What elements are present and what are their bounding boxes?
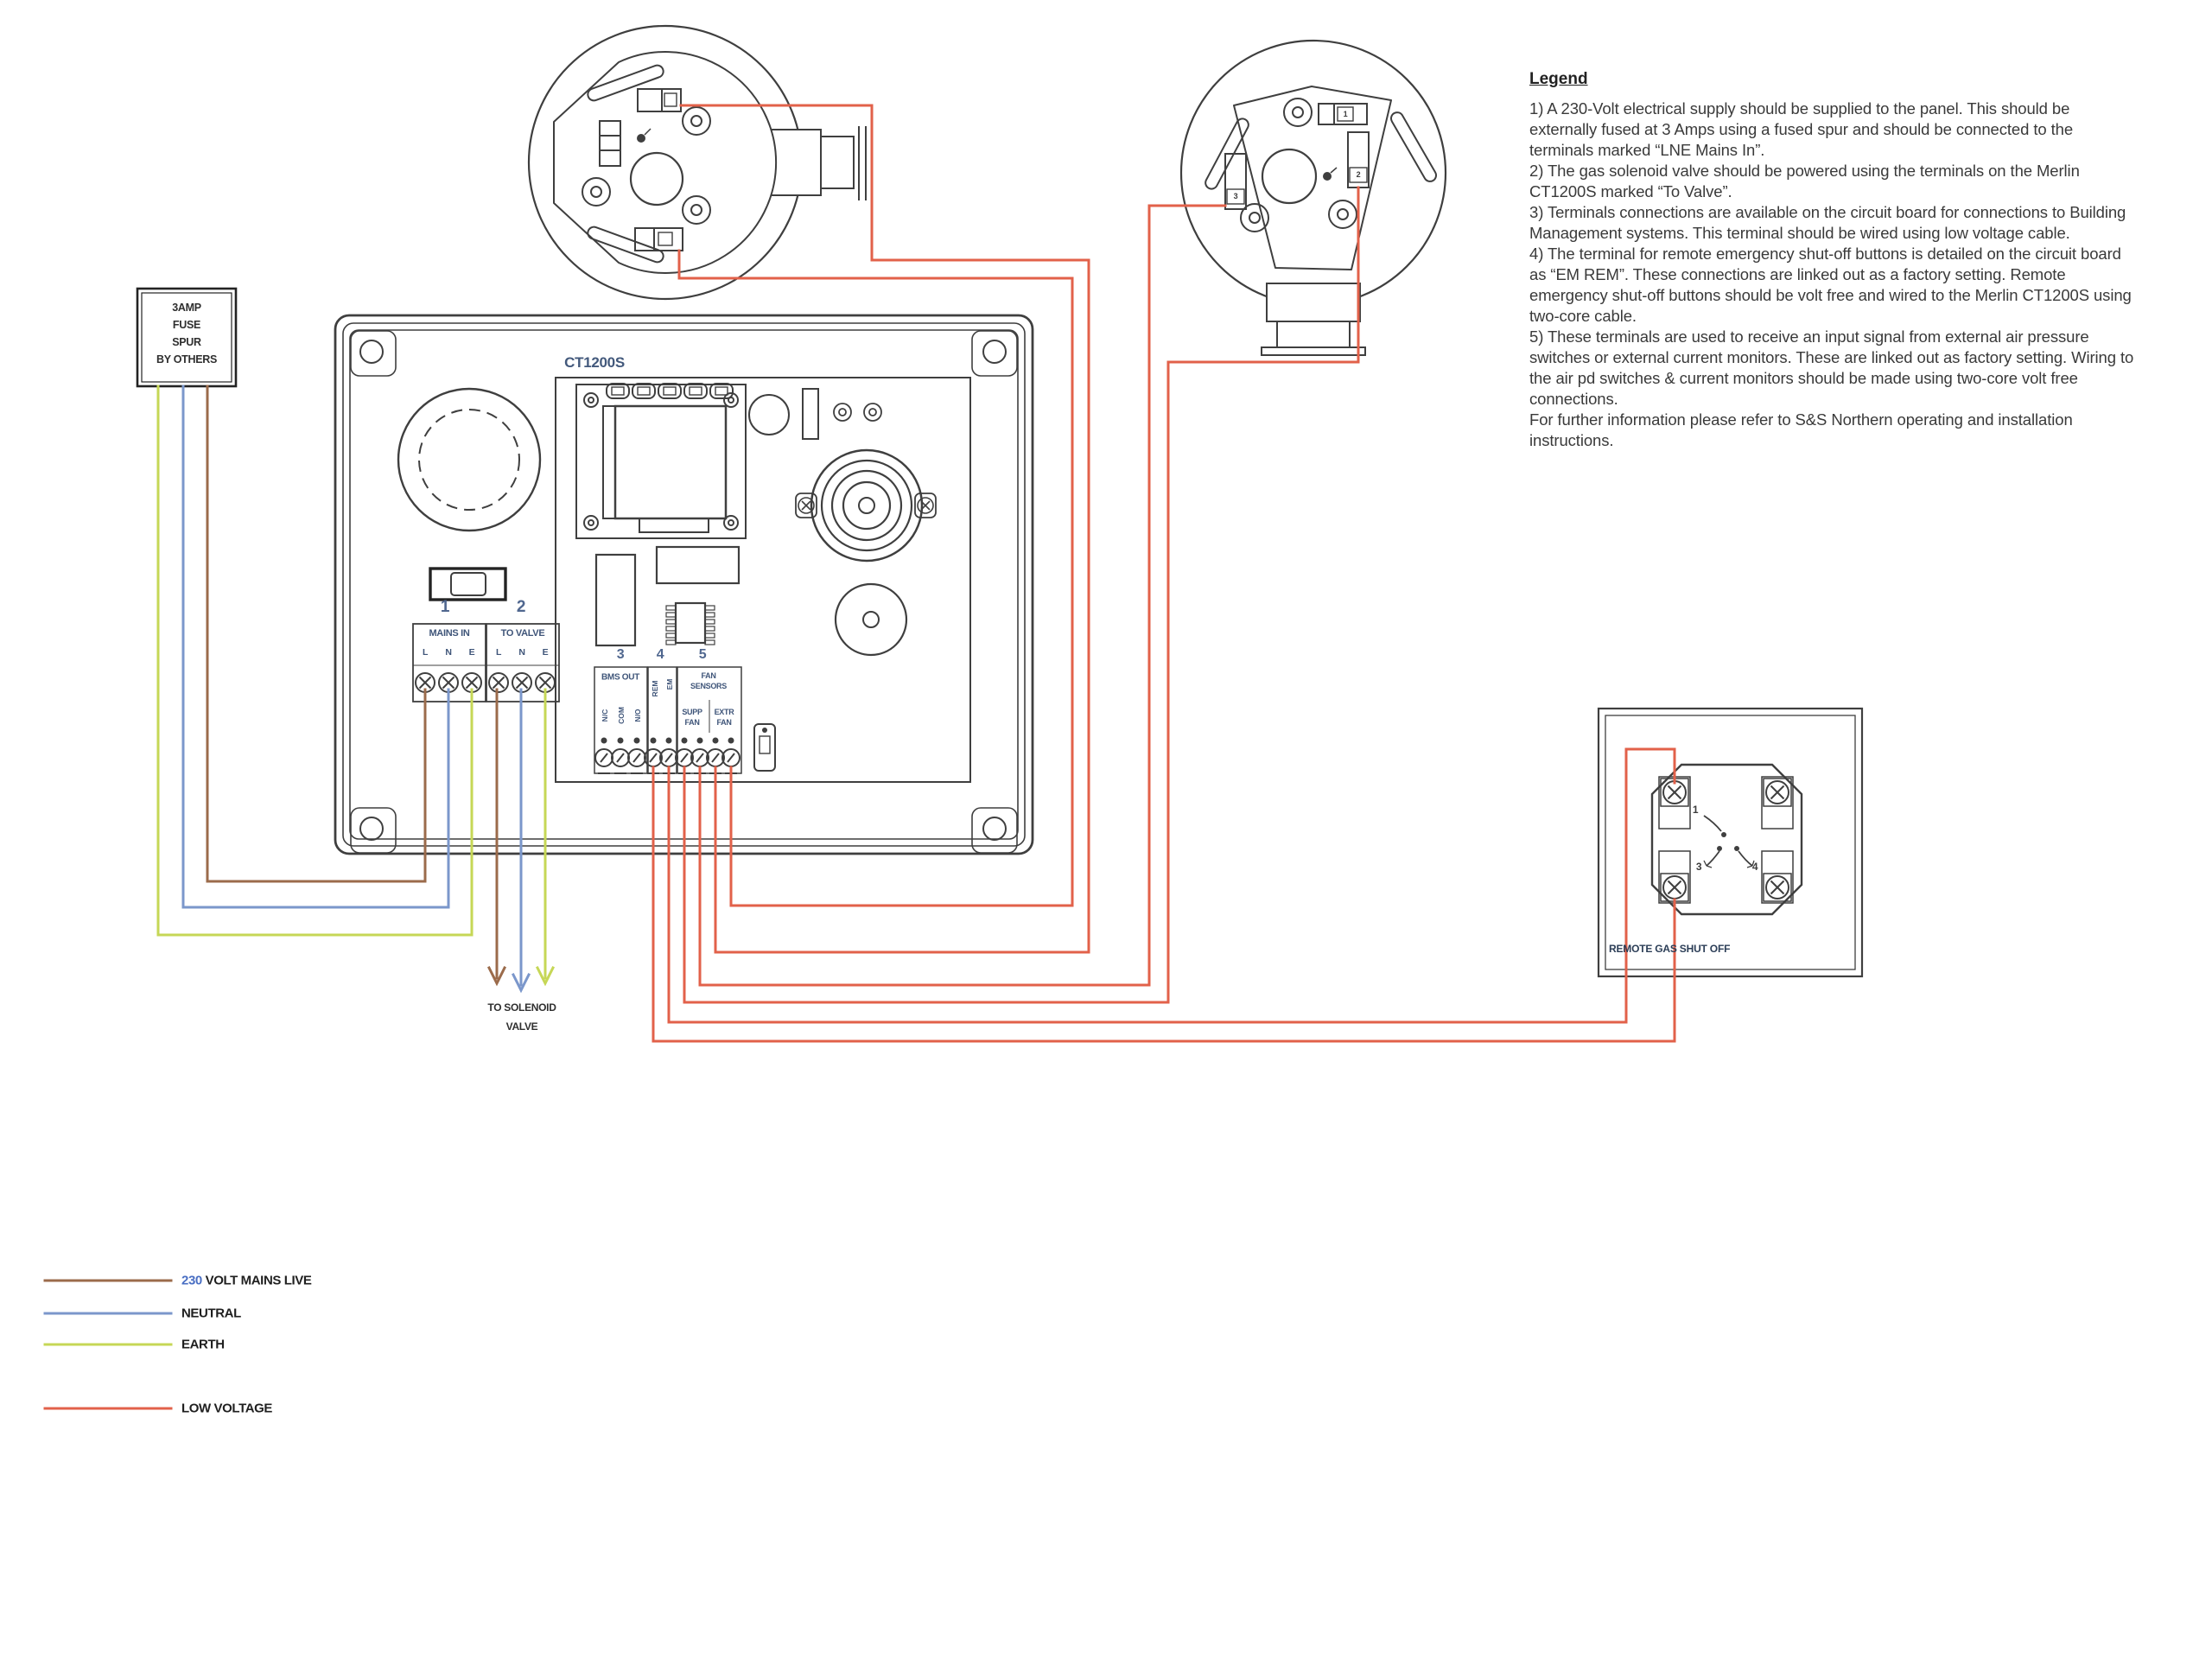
switch-pad-screws: [1663, 781, 1789, 899]
legend-title: Legend: [1529, 70, 1588, 88]
legend-item-4: 4) The terminal for remote emergency shut-off buttons is detailed on the circuit board as “EM REM”. These connections are linked out as a factory setting. Remote emergency shut-off buttons should be volt free and wired to the Merlin CT1200S using two-core cable.: [1529, 245, 2132, 325]
remote-contact-4: 4: [1751, 861, 1758, 873]
mains-in-label: MAINS IN: [429, 628, 470, 639]
screw-icon: [489, 673, 508, 692]
wire-legend-live: [181, 1274, 312, 1288]
detector-terminal-2-number: 2: [1356, 170, 1361, 179]
piezo-disc: [836, 584, 906, 655]
valve-l: L: [495, 647, 502, 658]
bms-nc-label: N/C: [601, 709, 609, 722]
fan-label: FAN: [701, 671, 716, 680]
fuse-spur-line1: 3AMP: [172, 302, 201, 314]
pcb-component: [657, 547, 739, 583]
wire-legend-low-voltage: LOW VOLTAGE: [181, 1401, 273, 1416]
remote-contact-1: 1: [1692, 804, 1699, 816]
mains-e: E: [468, 647, 475, 658]
wire-legend-live-voltage: 230: [181, 1273, 202, 1288]
supp-fan-label: FAN: [684, 718, 700, 727]
relay-component: [596, 555, 635, 645]
mounting-slot: [1389, 111, 1438, 184]
wire-neutral-supply: [183, 386, 448, 907]
legend-footer: For further information please refer to S&S Northern operating and installation instructions.: [1529, 410, 2073, 449]
jumper-component: [754, 724, 775, 771]
solenoid-label-line2: VALVE: [505, 1020, 538, 1033]
sounder-grille: [398, 389, 540, 531]
valve-e: E: [542, 647, 549, 658]
wire-legend-earth: EARTH: [181, 1337, 225, 1352]
detector-terminal-1-number: 1: [1343, 110, 1348, 118]
legend-notes: [1529, 69, 2134, 451]
callout-2: 2: [516, 598, 526, 616]
switch-contacts: [1704, 816, 1754, 868]
transformer: [576, 384, 746, 538]
extr-label: EXTR: [714, 708, 734, 716]
em-label: EM: [665, 678, 674, 690]
bms-com-label: COM: [617, 707, 626, 724]
bms-out-label: BMS OUT: [601, 672, 640, 683]
panel-model-label: CT1200S: [564, 354, 625, 371]
wire-lv-detector-right-t2: [684, 188, 1358, 1002]
legend-item-2: 2) The gas solenoid valve should be powered using the terminals on the Merlin CT1200S marked “To Valve”.: [1529, 162, 2080, 200]
supp-label: SUPP: [682, 708, 702, 716]
mains-n: N: [445, 647, 452, 658]
wire-live-supply: [207, 386, 425, 881]
wiring: [158, 105, 1675, 1041]
conduit-entry: [1262, 283, 1365, 355]
legend-item-3: 3) Terminals connections are available on the circuit board for connections to Building Management systems. This terminal should be wired using low voltage cable.: [1529, 203, 2126, 242]
bms-no-label: N/O: [633, 709, 642, 722]
fuse-spur-line4: BY OTHERS: [156, 353, 217, 365]
solenoid-label-line1: TO SOLENOID: [487, 1001, 556, 1014]
ic-chip: [666, 603, 715, 645]
sensors-label: SENSORS: [690, 682, 727, 690]
detector-terminal-3-number: 3: [1233, 192, 1238, 200]
buzzer: [796, 450, 936, 561]
to-valve-label: TO VALVE: [500, 628, 545, 639]
wire-legend-swatches: [45, 1281, 171, 1408]
wire-legend-live-text: VOLT MAINS LIVE: [201, 1273, 312, 1288]
terminal-screws: [595, 749, 740, 766]
remote-gas-shut-off-label: REMOTE GAS SHUT OFF: [1609, 943, 1731, 955]
mains-l: L: [422, 647, 429, 658]
legend-item-1: 1) A 230-Volt electrical supply should be supplied to the panel. This should be externally fused at 3 Amps using a fused spur and should be connected to the terminals marked “LNE Mains In”.: [1529, 99, 2074, 159]
callout-1: 1: [440, 598, 450, 616]
pcb-hole: [749, 395, 789, 435]
pcb-leds: [834, 404, 881, 421]
callout-4: 4: [656, 647, 664, 662]
detector-base-plate: [554, 52, 776, 273]
wire-lv-remote-a: [669, 749, 1675, 1022]
gas-detector-left: [529, 26, 866, 299]
legend-item-5: 5) These terminals are used to receive an input signal from external air pressure switches or external current monitors. These are linked out as factory setting. Wiring to the air pd switches & current monitors should be made using two-core volt free connections.: [1529, 327, 2134, 408]
extr-fan-label: FAN: [716, 718, 732, 727]
callout-3: 3: [616, 647, 625, 662]
wire-legend-neutral: NEUTRAL: [181, 1306, 241, 1321]
power-switch[interactable]: [430, 569, 505, 600]
fuse-spur-line2: FUSE: [172, 319, 201, 331]
callout-5: 5: [698, 647, 707, 662]
gas-detector-right: [1181, 41, 1446, 355]
rem-label: REM: [651, 680, 659, 697]
conduit-entry: [767, 126, 866, 200]
fuse-spur-line3: SPUR: [172, 336, 201, 348]
valve-n: N: [518, 647, 525, 658]
remote-contact-3: 3: [1695, 861, 1702, 873]
detector-terminal-3: [1225, 154, 1246, 209]
pcb-slot: [803, 389, 818, 439]
switch-module: [1652, 765, 1802, 914]
terminal-pin-dots: [601, 738, 734, 744]
